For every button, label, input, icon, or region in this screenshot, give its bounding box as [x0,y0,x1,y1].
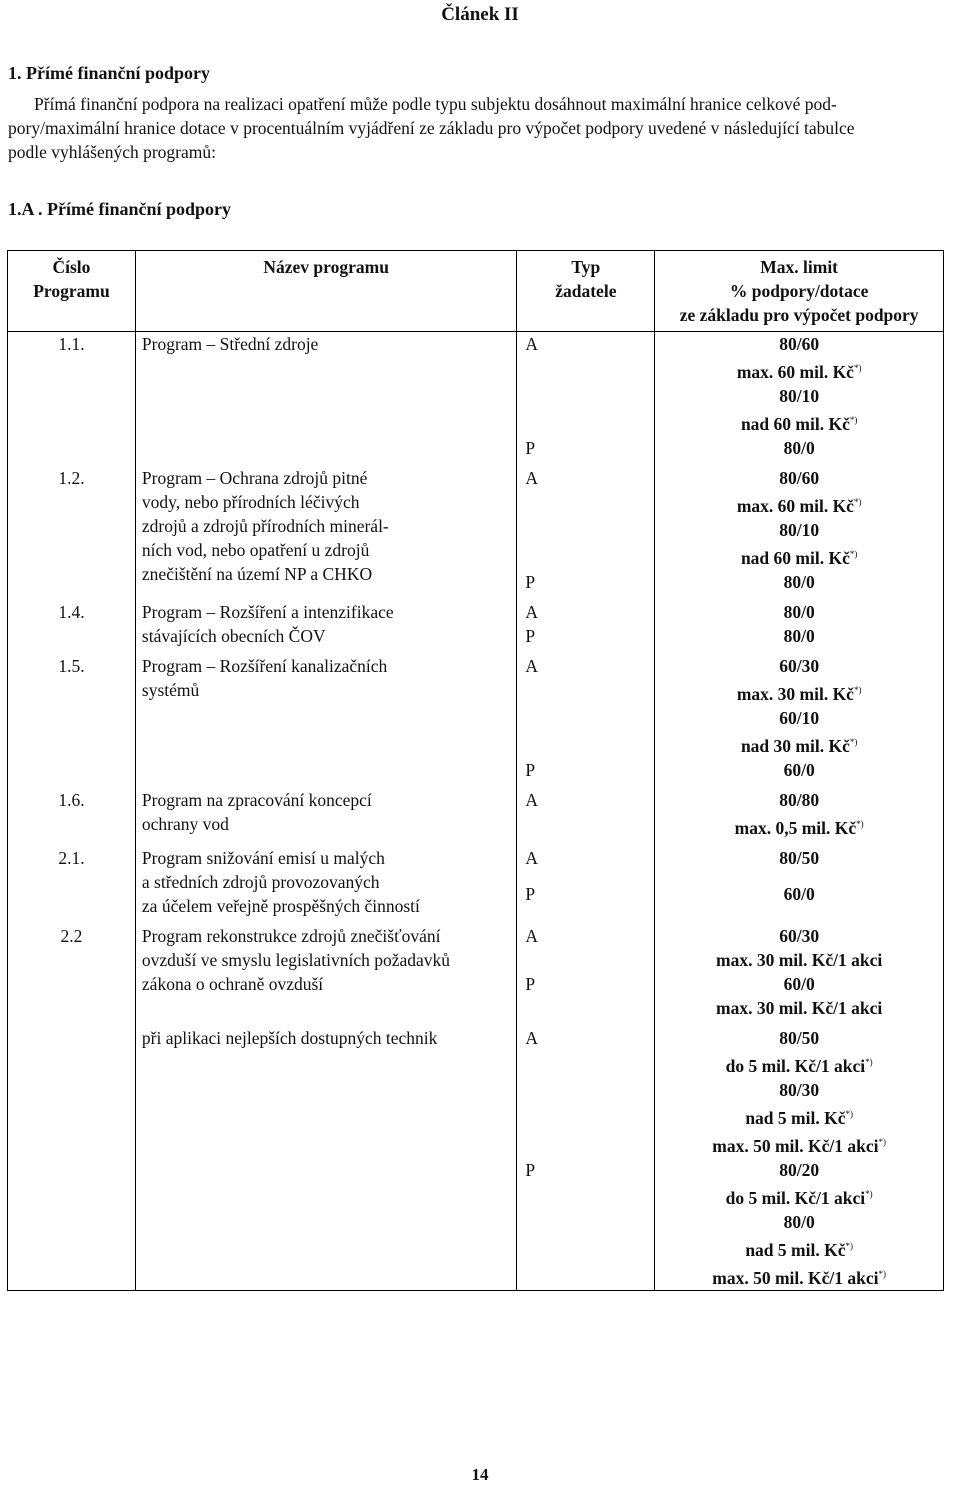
program-name-line: znečištění na území NP a CHKO [141,564,373,584]
program-number: 1.5. [8,654,136,782]
support-limit-text: 60/0 [783,974,815,994]
footnote-mark: *) [856,819,864,829]
footnote-mark: *) [849,737,858,747]
support-limit [655,758,944,782]
program-name [135,466,517,594]
table-row [8,788,944,840]
support-limit-text: 80/0 [783,438,815,458]
program-name-line: Program – Střední zdroje [141,334,319,354]
program-name [135,600,517,648]
header-typ-line: Typ [571,257,601,277]
support-limit-text: 80/30 [779,1080,820,1100]
support-limit-text: nad 30 mil. Kč [740,736,850,756]
support-limit-text: 80/50 [779,848,820,868]
program-name-line: zákona o ochraně ovzduší [141,974,324,994]
footnote-mark: *) [853,497,862,507]
program-name [135,846,517,918]
support-limit [655,1026,944,1078]
support-limit-line [655,812,943,840]
support-limit [655,1210,944,1291]
support-limit [655,332,944,385]
applicant-type [517,384,655,436]
program-name-line: při aplikaci nejlepších dostupných technik [141,1028,438,1048]
header-nazev-line: Název programu [263,257,389,277]
program-name-line: ovzduší ve smyslu legislativních požadavků [141,950,451,970]
support-limit-line [655,542,943,570]
support-limit-line [655,408,943,436]
support-limit-line [655,706,943,730]
footnote-mark: *) [849,549,858,559]
support-limit-line [655,356,943,384]
support-limit-text: max. 30 mil. Kč [736,684,854,704]
intro-paragraph [8,92,952,164]
program-name-line: vody, nebo přírodních léčivých [141,492,360,512]
support-limit-text: nad 5 mil. Kč [745,1240,846,1260]
applicant-type: A [517,654,655,706]
applicant-type: P [517,758,655,782]
program-number: 1.4. [8,600,136,648]
support-limit-text: max. 60 mil. Kč [736,496,854,516]
intro-line: Přímá finanční podpora na realizaci opatření může podle typu subjektu dosáhnout maximální hranice celkové pod- [34,94,837,114]
header-typ [517,251,655,332]
program-name [135,924,517,1020]
program-number: 2.2 [8,924,136,1020]
table-body [8,332,944,1291]
program-name-line: ních vod, nebo opatření u zdrojů [141,540,370,560]
support-limit-line [655,654,943,678]
header-limit [655,251,944,332]
support-limit-text: 60/0 [783,884,815,904]
applicant-type: A [517,788,655,840]
table-row [8,654,944,706]
support-limit-line [655,332,943,356]
header-cislo [8,251,136,332]
support-limit-line [655,384,943,408]
applicant-type: A [517,600,655,624]
support-limit-text: 80/50 [779,1028,820,1048]
applicant-type [517,706,655,758]
header-limit-line: ze základu pro výpočet podpory [679,305,919,325]
applicant-type: A [517,846,655,882]
support-limit [655,1078,944,1158]
support-limit-line [655,1130,943,1158]
support-limit [655,788,944,840]
program-number [8,1026,136,1291]
program-name [135,332,517,461]
support-limit-text: 60/30 [779,926,820,946]
intro-line: podle vyhlášených programů: [8,142,217,162]
program-name-line: stávajících obecních ČOV [141,626,326,646]
header-limit-line: Max. limit [760,257,839,277]
footnote-mark: *) [853,685,862,695]
support-limit-line [655,1102,943,1130]
program-name-line: Program rekonstrukce zdrojů znečišťování [141,926,441,946]
support-limit-text: 80/10 [779,520,820,540]
support-limit [655,654,944,706]
support-limit-line [655,1182,943,1210]
footnote-mark: *) [865,1057,873,1067]
support-limit-text: 60/10 [779,708,820,728]
support-limit-line [655,948,943,972]
support-limit-line [655,846,943,870]
support-limit [655,436,944,460]
applicant-type: A [517,332,655,385]
footnote-mark: *) [878,1137,886,1147]
program-number: 1.2. [8,466,136,594]
program-name [135,654,517,782]
program-number: 1.6. [8,788,136,840]
support-limit-text: 80/10 [779,386,820,406]
support-limit-text: 80/0 [783,626,815,646]
program-name-line: Program na zpracování koncepcí [141,790,372,810]
support-limit-line [655,518,943,542]
footnote-mark: *) [878,1269,886,1279]
support-limit [655,570,944,594]
support-limit-text: 60/0 [783,760,815,780]
applicant-type: P [517,1158,655,1210]
support-limit-text: max. 30 mil. Kč/1 akci [716,950,883,970]
applicant-type: A [517,1026,655,1078]
support-limit-text: 60/30 [779,656,820,676]
intro-line: pory/maximální hranice dotace v procentuálním vyjádření ze základu pro výpočet podpory uvedené v následující tabulce [8,118,855,138]
program-name-line: Program – Rozšíření a intenzifikace [141,602,394,622]
program-number: 1.1. [8,332,136,461]
support-limit-line [655,1210,943,1234]
support-limit-line [655,1234,943,1262]
applicant-type: P [517,624,655,648]
footnote-mark: *) [853,363,862,373]
support-limit-line [655,996,943,1020]
applicant-type [517,1078,655,1158]
support-limit-line [655,1050,943,1078]
program-name-line: ochrany vod [141,814,229,834]
table-row [8,600,944,624]
program-name-line: zdrojů a zdrojů přírodních minerál- [141,516,389,536]
program-name-line: za účelem veřejně prospěšných činností [141,896,420,916]
support-limit [655,706,944,758]
support-limit-line [655,882,943,906]
support-limit-line [655,466,943,490]
support-limit-text: max. 50 mil. Kč/1 akci [712,1268,879,1288]
support-limit-line [655,678,943,706]
support-limit-text: do 5 mil. Kč/1 akci [725,1056,866,1076]
program-name [135,1026,517,1291]
support-limit [655,924,944,972]
applicant-type: P [517,882,655,918]
subsection-title: 1.A . Přímé finanční podpory [8,199,232,219]
support-limit [655,624,944,648]
support-limit [655,882,944,918]
header-limit-line: % podpory/dotace [729,281,869,301]
table-row [8,924,944,972]
footnote-mark: *) [845,1241,853,1251]
support-limit-line [655,1158,943,1182]
support-limits-table [7,250,944,1291]
support-limit-text: 80/80 [779,790,820,810]
footnote-mark: *) [865,1189,873,1199]
program-name [135,788,517,840]
support-limit-line [655,624,943,648]
program-name-line: Program snižování emisí u malých [141,848,385,868]
support-limit [655,846,944,882]
page-heading: Článek II [441,4,519,25]
support-limit-line [655,924,943,948]
support-limit-text: 80/0 [783,602,815,622]
support-limit-line [655,570,943,594]
applicant-type: A [517,466,655,570]
page-number: 14 [471,1465,489,1484]
support-limit-text: 80/60 [779,334,820,354]
support-limit [655,972,944,1020]
section-title: 1. Přímé finanční podpory [8,63,211,83]
support-limit-line [655,788,943,812]
table-row [8,332,944,385]
footnote-mark: *) [845,1109,853,1119]
support-limit [655,466,944,570]
program-name-line: a středních zdrojů provozovaných [141,872,380,892]
support-limit-line [655,1026,943,1050]
support-limit-text: nad 60 mil. Kč [740,548,850,568]
applicant-type: P [517,436,655,460]
support-limit-text: max. 30 mil. Kč/1 akci [716,998,883,1018]
support-limit-line [655,1078,943,1102]
support-limit [655,1158,944,1210]
applicant-type: A [517,924,655,972]
support-limit-line [655,972,943,996]
header-cislo-line: Číslo [52,257,91,277]
support-limit-text: max. 60 mil. Kč [736,362,854,382]
table-row [8,846,944,882]
support-limit-text: max. 50 mil. Kč/1 akci [712,1136,879,1156]
table-header-row [8,251,944,332]
support-limit-line [655,730,943,758]
applicant-type [517,1210,655,1291]
support-limit-line [655,1262,943,1290]
support-limit-text: nad 60 mil. Kč [740,414,850,434]
program-name-line: Program – Rozšíření kanalizačních [141,656,388,676]
support-limit-text: do 5 mil. Kč/1 akci [725,1188,866,1208]
support-limit-text: max. 0,5 mil. Kč [734,818,857,838]
support-limit-text: nad 5 mil. Kč [745,1108,846,1128]
program-name-line: systémů [141,680,200,700]
table-row [8,466,944,570]
applicant-type: P [517,570,655,594]
header-typ-line: žadatele [555,281,617,301]
support-limit-text: 80/0 [783,572,815,592]
support-limit-text: 80/20 [779,1160,820,1180]
program-number: 2.1. [8,846,136,918]
support-limit [655,600,944,624]
header-cislo-line: Programu [33,281,110,301]
support-limit-text: 80/0 [783,1212,815,1232]
header-nazev [135,251,517,332]
footnote-mark: *) [849,415,858,425]
support-limit-line [655,600,943,624]
support-limit-line [655,436,943,460]
support-limit-text: 80/60 [779,468,820,488]
applicant-type: P [517,972,655,1020]
support-limit-line [655,490,943,518]
table-row [8,1026,944,1078]
support-limit [655,384,944,436]
support-limit-line [655,758,943,782]
program-name-line: Program – Ochrana zdrojů pitné [141,468,368,488]
